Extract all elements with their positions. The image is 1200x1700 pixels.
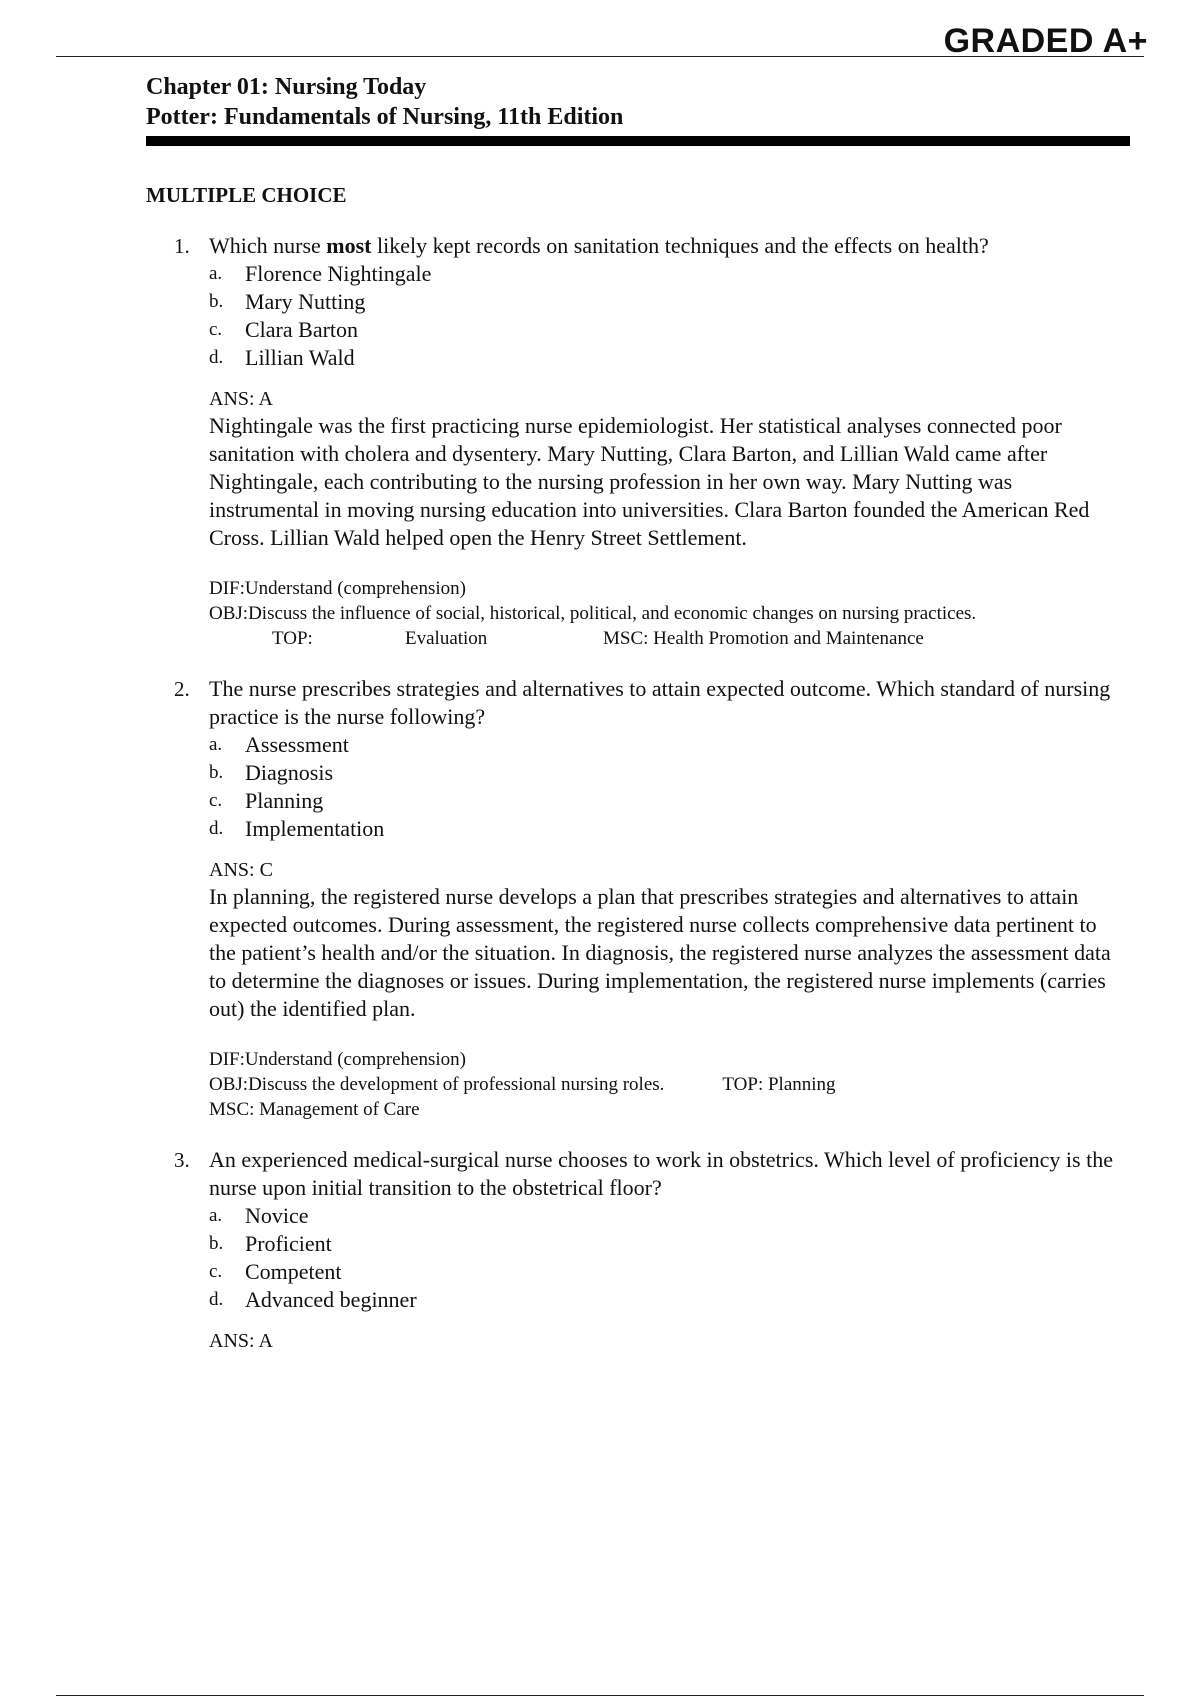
- question-3: [146, 1146, 1126, 1354]
- answer-options: [209, 1202, 1126, 1314]
- option-text: Proficient: [245, 1231, 332, 1256]
- answer-key: ANS: A: [209, 1330, 273, 1352]
- option-text: Lillian Wald: [245, 345, 355, 370]
- option-b: [209, 759, 1126, 787]
- option-letter: d.: [209, 818, 224, 839]
- answer-options: [209, 731, 1126, 843]
- difficulty: DIF:Understand (comprehension): [209, 578, 466, 599]
- option-a: [209, 731, 1126, 759]
- option-d: [209, 815, 1126, 843]
- option-letter: b.: [209, 1233, 224, 1254]
- option-text: Implementation: [245, 816, 385, 841]
- option-b: [209, 288, 1126, 316]
- document-page: [146, 72, 1126, 1354]
- option-d: [209, 1286, 1126, 1314]
- option-c: [209, 787, 1126, 815]
- question-1: [146, 232, 1126, 651]
- question-metadata: [209, 1047, 1126, 1122]
- chapter-title: Chapter 01: Nursing Today: [146, 74, 427, 100]
- title-divider: [146, 136, 1130, 146]
- question-number: 1.: [174, 234, 190, 258]
- graded-badge: GRADED A+: [943, 22, 1148, 60]
- objective: OBJ:Discuss the development of professional nursing roles.: [209, 1074, 665, 1095]
- option-c: [209, 1258, 1126, 1286]
- question-number: 3.: [174, 1148, 190, 1172]
- option-text: Clara Barton: [245, 317, 359, 342]
- option-text: Competent: [245, 1259, 342, 1284]
- question-stem: An experienced medical-surgical nurse chooses to work in obstetrics. Which level of proficiency is the nurse upon initial transition to the obstetrical floor?: [209, 1147, 1113, 1200]
- footer-rule: [56, 1695, 1144, 1696]
- question-stem: The nurse prescribes strategies and alternatives to attain expected outcome. Which standard of nursing practice is the nurse following?: [209, 676, 1111, 729]
- option-letter: c.: [209, 1261, 223, 1282]
- question-stem: [209, 232, 1126, 260]
- option-letter: c.: [209, 319, 223, 340]
- option-text: Mary Nutting: [245, 289, 366, 314]
- section-heading: MULTIPLE CHOICE: [146, 183, 347, 207]
- option-a: [209, 260, 1126, 288]
- objective-row: [209, 1072, 1126, 1097]
- option-letter: a.: [209, 1205, 223, 1226]
- topic: TOP: Planning: [722, 1074, 836, 1095]
- option-text: Florence Nightingale: [245, 261, 432, 286]
- option-text: Advanced beginner: [245, 1287, 417, 1312]
- question-number: 2.: [174, 677, 190, 701]
- option-c: [209, 316, 1126, 344]
- question-2: [146, 675, 1126, 1122]
- rationale: Nightingale was the first practicing nurse epidemiologist. Her statistical analyses connected poor sanitation with cholera and dysentery. Mary Nutting, Clara Barton, and Lillian Wald came after Nightingale, each contributing to the nursing profession in her own way. Mary Nutting was instrumental in moving nursing education into universities. Clara Barton founded the American Red Cross. Lillian Wald helped open the Henry Street Settlement.: [209, 413, 1090, 550]
- option-text: Planning: [245, 788, 324, 813]
- answer-key: ANS: A: [209, 388, 273, 410]
- option-d: [209, 344, 1126, 372]
- option-letter: d.: [209, 347, 224, 368]
- topic-row: [209, 626, 1126, 651]
- answer-key: ANS: C: [209, 859, 273, 881]
- option-letter: a.: [209, 263, 223, 284]
- option-text: Novice: [245, 1203, 309, 1228]
- msc-category: MSC: Health Promotion and Maintenance: [603, 628, 924, 649]
- question-metadata: [209, 576, 1126, 651]
- objective: OBJ:Discuss the influence of social, historical, political, and economic changes on nursing practices.: [209, 603, 977, 624]
- topic-value: Evaluation: [405, 628, 488, 649]
- option-letter: b.: [209, 762, 224, 783]
- option-text: Assessment: [245, 732, 349, 757]
- option-a: [209, 1202, 1126, 1230]
- option-letter: d.: [209, 1289, 224, 1310]
- stem-emphasis: most: [326, 233, 372, 258]
- answer-options: [209, 260, 1126, 372]
- option-b: [209, 1230, 1126, 1258]
- book-title: Potter: Fundamentals of Nursing, 11th Edition: [146, 104, 624, 130]
- difficulty: DIF:Understand (comprehension): [209, 1049, 466, 1070]
- option-letter: c.: [209, 790, 223, 811]
- rationale: In planning, the registered nurse develops a plan that prescribes strategies and alternatives to attain expected outcomes. During assessment, the registered nurse collects comprehensive data pertinent to the patient’s health and/or the situation. In diagnosis, the registered nurse analyzes the assessment data to determine the diagnoses or issues. During implementation, the registered nurse implements (carries out) the identified plan.: [209, 884, 1111, 1021]
- option-text: Diagnosis: [245, 760, 333, 785]
- stem-text: Which nurse: [209, 233, 327, 258]
- msc-category: MSC: Management of Care: [209, 1099, 420, 1120]
- option-letter: b.: [209, 291, 224, 312]
- option-letter: a.: [209, 734, 223, 755]
- topic-label: TOP:: [272, 628, 313, 649]
- stem-text: likely kept records on sanitation techniques and the effects on health?: [371, 233, 989, 258]
